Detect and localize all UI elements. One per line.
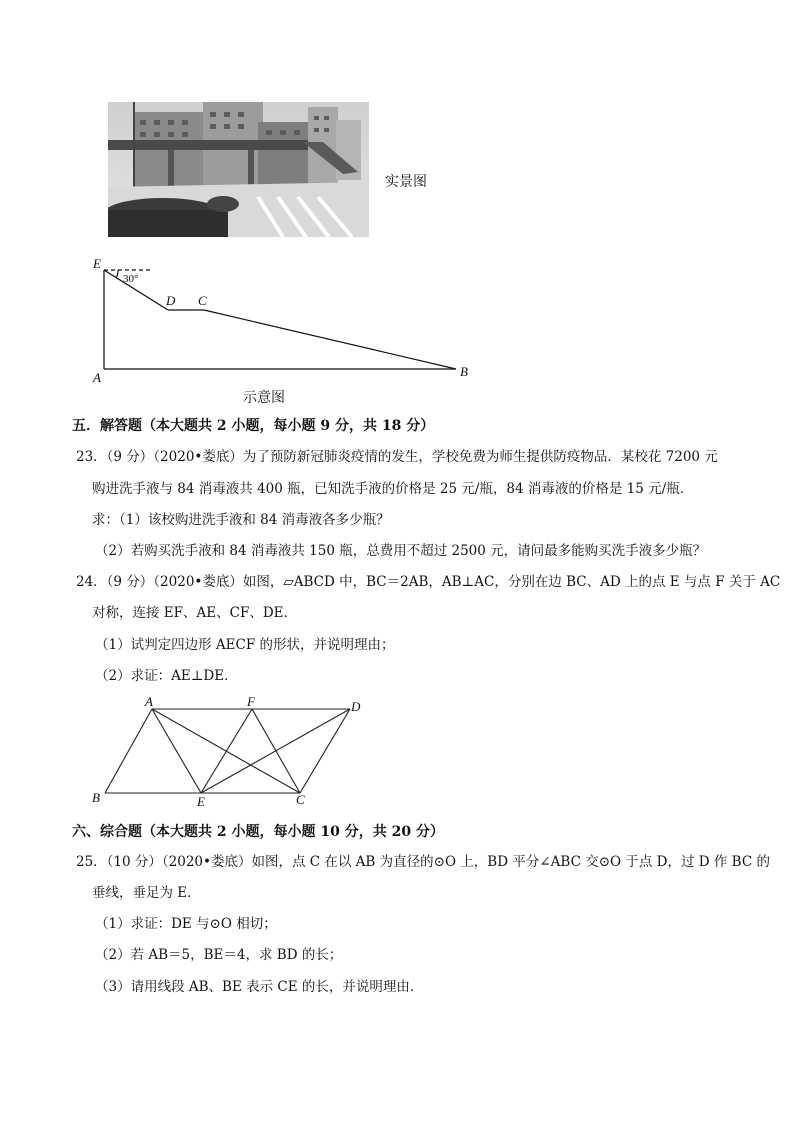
schematic-diagram (86, 252, 486, 387)
q25-line3: （1）求证：DE 与⊙O 相切； (95, 916, 277, 932)
q23-line4: （2）若购买洗手液和 84 消毒液共 150 瓶，总费用不超过 2500 元，请问最多能购买洗手液多少瓶？ (95, 543, 707, 559)
angle-label: 30° (123, 273, 139, 285)
q23-line1: 23．（9 分）（2020•娄底）为了预防新冠肺炎疫情的发生，学校免费为师生提供防疫物品．某校花 7200 元 (76, 449, 718, 465)
q24-line2: 对称，连接 EF、AE、CF、DE． (92, 605, 297, 621)
label-e: E (93, 256, 101, 271)
label-d: D (166, 293, 176, 308)
segment-ab (105, 709, 152, 793)
q25-line2: 垂线，垂足为 E． (92, 885, 201, 901)
segment-fe (201, 709, 252, 793)
scene-photo (108, 102, 369, 237)
q25-line4: （2）若 AB＝5，BE＝4，求 BD 的长； (95, 947, 343, 963)
segment-cb (204, 310, 456, 369)
label-a: A (93, 370, 101, 385)
section-6-title: 六、综合题（本大题共 2 小题，每小题 10 分，共 20 分） (72, 824, 444, 840)
angle-arc (116, 270, 118, 278)
label-a: A (145, 694, 153, 709)
q23-line3: 求：（1）该校购进洗手液和 84 消毒液各多少瓶？ (92, 512, 390, 528)
q25-line5: （3）请用线段 AB、BE 表示 CE 的长，并说明理由． (95, 979, 424, 995)
diagram-caption: 示意图 (243, 390, 285, 406)
q24-line1: 24．（9 分）（2020•娄底）如图，▱ABCD 中，BC＝2AB，AB⊥AC，分别在边 BC、AD 上的点 E 与点 F 关于 AC (76, 574, 781, 590)
q25-line1: 25．（10 分）（2020•娄底）如图，点 C 在以 AB 为直径的⊙O 上，BD 平分∠ABC 交⊙O 于点 D，过 D 作 BC 的 (76, 854, 770, 870)
q24-line4: （2）求证：AE⊥DE． (95, 668, 238, 684)
label-f: F (247, 694, 255, 709)
label-d: D (351, 699, 361, 714)
segment-ae (152, 709, 201, 793)
label-b: B (460, 364, 468, 379)
label-c: C (198, 293, 207, 308)
q24-line3: （1）试判定四边形 AECF 的形状，并说明理由； (95, 637, 395, 653)
parallelogram-figure (88, 694, 378, 810)
section-5-title: 五．解答题（本大题共 2 小题，每小题 9 分，共 18 分） (72, 418, 435, 434)
label-c: C (296, 792, 305, 807)
photo-caption: 实景图 (385, 174, 427, 190)
label-b: B (92, 790, 100, 805)
q23-line2: 购进洗手液与 84 消毒液共 400 瓶，已知洗手液的价格是 25 元/瓶，84 消毒液的价格是 15 元/瓶． (92, 481, 694, 497)
label-e: E (197, 794, 205, 809)
segment-de (201, 709, 350, 793)
segment-dc (300, 709, 350, 793)
